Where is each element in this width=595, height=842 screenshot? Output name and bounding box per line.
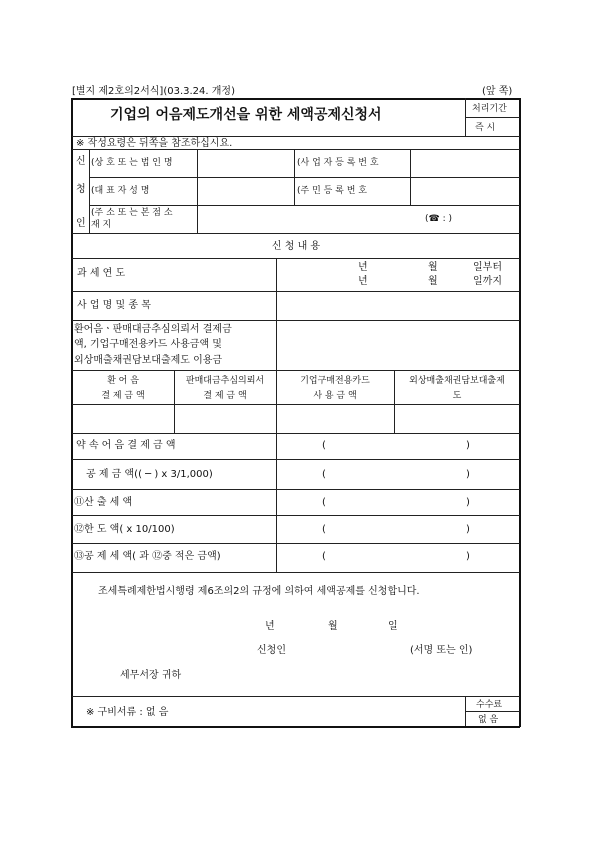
applicant-label-2: 청: [76, 184, 86, 195]
deduction-tax-label: ⑬공 제 세 액( 과 ⑫중 적은 금액): [74, 551, 221, 562]
sub-col4-line2: 도: [452, 391, 462, 401]
sub-col1-line2: 결 제 금 액: [101, 391, 145, 401]
date-day: 일: [388, 621, 398, 632]
applicant-sign-label: 신청인: [257, 645, 286, 656]
deduction-tax-close-paren: ): [466, 551, 470, 562]
calculated-tax-label: ⑪산 출 세 액: [74, 497, 133, 508]
tax-year-to-month: 월: [428, 276, 438, 287]
payment-desc-line2: 액, 기업구매전용카드 사용금액 및: [74, 339, 222, 350]
biz-reg-no-label: (사 업 자 등 록 번 호: [297, 158, 379, 168]
sub-col4-line1: 외상매출채권담보대출제: [409, 376, 505, 386]
sub-col1-line1: 환 어 음: [107, 376, 139, 386]
required-docs-note: ※ 구비서류 : 없 음: [86, 707, 169, 718]
processing-period-value: 즉 시: [475, 123, 496, 133]
tax-year-label: 과 세 연 도: [77, 268, 126, 279]
limit-amount-label: ⑫한 도 액( x 10/100): [74, 524, 175, 535]
sub-col3-line2: 사 용 금 액: [313, 391, 357, 401]
resident-no-label: (주 민 등 록 번 호: [297, 186, 367, 196]
calculated-tax-close-paren: ): [466, 497, 470, 508]
payment-desc-line3: 외상매출채권담보대출제도 이용금: [74, 355, 223, 366]
business-type-label: 사 업 명 및 종 목: [77, 300, 151, 311]
deduction-amount-label: 공 제 금 액(( ─ ) x 3/1,000): [86, 469, 213, 480]
page-side-label: (앞 쪽): [482, 86, 513, 97]
application-content-heading: 신 청 내 용: [271, 241, 321, 252]
deduction-open-paren: (: [322, 469, 326, 480]
form-reference: [별지 제2호의2서식](03.3.24. 개정): [72, 86, 235, 97]
company-name-label: (상 호 또 는 법 인 명: [91, 158, 173, 168]
tax-year-from-month: 월: [428, 262, 438, 273]
calculated-tax-open-paren: (: [322, 497, 326, 508]
payment-desc-line1: 환어음ㆍ판매대금추심의뢰서 결제금: [74, 324, 232, 335]
promissory-note-label: 약 속 어 음 결 제 금 액: [76, 440, 176, 451]
form-title: 기업의 어음제도개선을 위한 세액공제신청서: [110, 107, 382, 123]
address-label-line1: (주 소 또 는 본 점 소: [91, 208, 173, 218]
fee-label: 수수료: [476, 700, 503, 710]
deduction-close-paren: ): [466, 469, 470, 480]
limit-open-paren: (: [322, 524, 326, 535]
applicant-label-1: 신: [76, 156, 86, 167]
applicant-label-3: 인: [76, 218, 86, 229]
declaration-text: 조세특례제한법시행령 제6조의2의 규정에 의하여 세액공제를 신청합니다.: [98, 586, 420, 597]
sub-col2-line1: 판매대금추심의뢰서: [185, 376, 265, 386]
processing-period-label: 처리기간: [472, 104, 507, 114]
date-month: 월: [328, 621, 338, 632]
promissory-close-paren: ): [466, 440, 470, 451]
signature-note: (서명 또는 인): [410, 645, 473, 656]
tax-year-to-year: 년: [358, 276, 368, 287]
recipient-label: 세무서장 귀하: [120, 670, 182, 681]
tax-year-from-day: 일부터: [473, 262, 502, 273]
deduction-tax-open-paren: (: [322, 551, 326, 562]
representative-name-label: (대 표 자 성 명: [91, 186, 150, 196]
tax-year-from-year: 년: [358, 262, 368, 273]
date-year: 년: [265, 621, 275, 632]
address-label-line2: 재 지: [91, 220, 112, 230]
fee-value: 없 음: [478, 715, 499, 725]
sub-col3-line1: 기업구매전용카드: [300, 376, 370, 386]
tax-year-to-day: 일까지: [473, 276, 502, 287]
limit-close-paren: ): [466, 524, 470, 535]
sub-col2-line2: 결 제 금 액: [203, 391, 247, 401]
instruction-note: ※ 작성요령은 뒤쪽을 참조하십시요.: [76, 138, 233, 149]
phone-field: (☎ : ): [425, 214, 452, 224]
promissory-open-paren: (: [322, 440, 326, 451]
